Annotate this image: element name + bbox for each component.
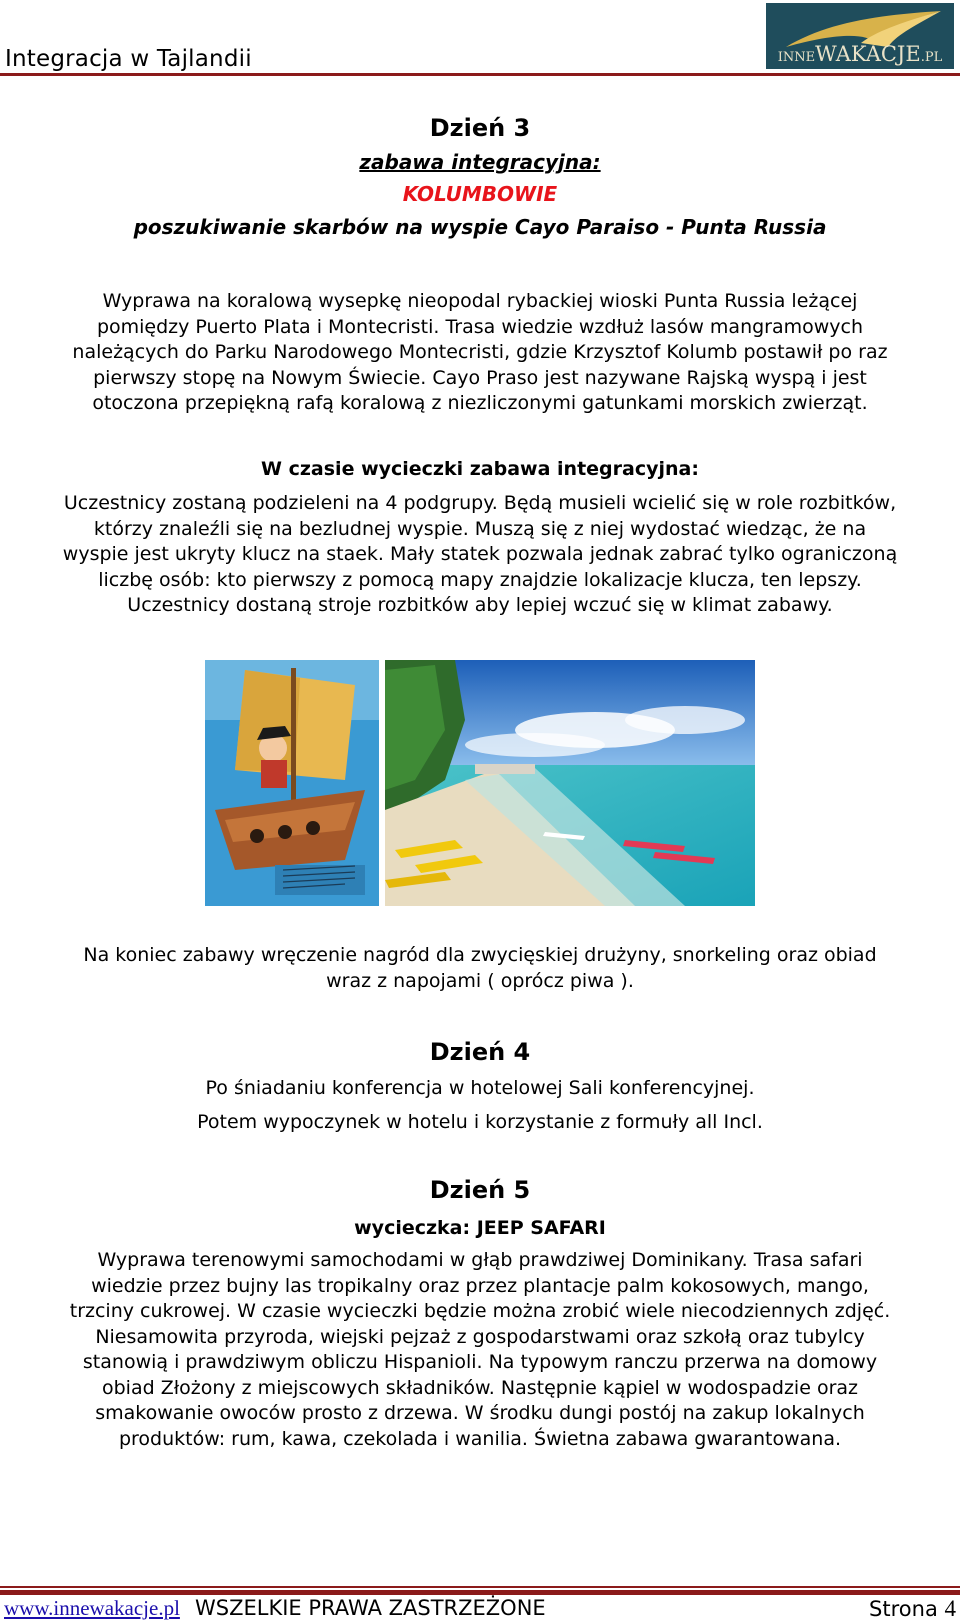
day3-closing <box>0 943 960 994</box>
pirate-ship-illustration <box>205 660 379 906</box>
day5-subtitle: wycieczka: JEEP SAFARI <box>354 1217 606 1239</box>
document-header-title: Integracja w Tajlandii <box>5 46 252 72</box>
paragraph-line: produktów: rum, kawa, czekolada i wanilia. Świetna zabawa gwarantowana. <box>118 1427 842 1450</box>
footer-divider-thin <box>0 1586 960 1588</box>
paragraph-line: wraz z napojami ( oprócz piwa ). <box>326 969 634 992</box>
paragraph-line: Uczestnicy dostaną stroje rozbitków aby lepiej wczuć się w klimat zabawy. <box>127 594 833 616</box>
header-divider <box>0 73 960 76</box>
footer-divider-thick <box>0 1590 960 1595</box>
logo-wordmark: INNEWAKACJE.PL <box>777 42 943 66</box>
paragraph-line: otoczona przepiękną rafą koralową z niezliczonymi gatunkami morskich zwierząt. <box>92 392 868 414</box>
page-number-value: 4 <box>944 1596 956 1621</box>
paragraph-line: wiedzie przez bujny las tropikalny oraz przez plantacje palm kokosowych, mango, <box>91 1274 869 1297</box>
day4-line-1: Po śniadaniu konferencja w hotelowej Sali konferencyjnej. <box>205 1077 755 1099</box>
paragraph-line: pierwszy stopę na Nowym Świecie. Cayo Praso jest nazywane Rajską wyspą i jest <box>93 366 867 389</box>
website-link[interactable]: www.innewakacje.pl <box>4 1596 180 1620</box>
day4-line-2: Potem wypoczynek w hotelu i korzystanie z formuły all Incl. <box>197 1111 763 1133</box>
paragraph-line: którzy znaleźli się na bezludnej wyspie. Muszą się z niej wydostać wiedząc, że na <box>93 517 867 540</box>
paragraph-line: liczbę osób: kto pierwszy z pomocą mapy znajdzie lokalizacje klucza, ten lepszy. <box>98 568 862 591</box>
paragraph-line: trzciny cukrowej. W czasie wycieczki będzie można zrobić wiele niecodziennych zdjęć. <box>69 1300 891 1322</box>
day5-description <box>0 1248 960 1452</box>
paragraph-line: Wyprawa na koralową wysepkę nieopodal rybackiej wioski Punta Russia leżącej <box>102 290 858 312</box>
day3-game-name: KOLUMBOWIE <box>402 182 558 206</box>
paragraph-line: należących do Parku Narodowego Montecristi, gdzie Krzysztof Kolumb postawił po raz <box>72 341 888 363</box>
day4-title: Dzień 4 <box>429 1038 531 1066</box>
paragraph-line: Wyprawa terenowymi samochodami w głąb prawdziwej Dominikany. Trasa safari <box>97 1249 863 1271</box>
paragraph-line: obiad Złożony z miejscowych składników. Następnie kąpiel w wodospadzie oraz <box>102 1376 858 1399</box>
day3-tagline: poszukiwanie skarbów na wyspie Cayo Paraiso - Punta Russia <box>133 215 827 239</box>
day3-subtitle: zabawa integracyjna: <box>359 150 601 174</box>
day3-title: Dzień 3 <box>429 114 531 142</box>
page-label: Strona <box>869 1597 938 1621</box>
paragraph-line: stanowią i prawdziwym obliczu Hispanioli. Na typowym ranczu przerwa na domowy <box>82 1351 878 1373</box>
paragraph-line: Na koniec zabawy wręczenie nagród dla zwycięskiej drużyny, snorkeling oraz obiad <box>83 944 877 966</box>
paragraph-line: Niesamowita przyroda, wiejski pejzaż z gospodarstwami oraz szkołą oraz tubylcy <box>95 1325 865 1348</box>
paragraph-line: Uczestnicy zostaną podzieleni na 4 podgrupy. Będą musieli wcielić się w role rozbitków, <box>63 492 897 514</box>
company-logo[interactable] <box>766 3 954 69</box>
copyright-notice: WSZELKIE PRAWA ZASTRZEŻONE <box>195 1596 546 1620</box>
day3-game-text <box>0 491 960 619</box>
day3-description <box>0 289 960 417</box>
paragraph-line: smakowanie owoców prosto z drzewa. W środku dungi postój na zakup lokalnych <box>95 1402 865 1424</box>
beach-photo <box>385 660 755 906</box>
page-number <box>869 1596 956 1622</box>
day5-title: Dzień 5 <box>429 1176 531 1204</box>
paragraph-line: pomiędzy Puerto Plata i Montecristi. Trasa wiedzie wzdłuż lasów mangramowych <box>96 315 864 338</box>
day3-game-heading: W czasie wycieczki zabawa integracyjna: <box>261 458 699 480</box>
paragraph-line: wyspie jest ukryty klucz na staek. Mały statek pozwala jednak zabrać tylko ograniczoną <box>62 543 898 565</box>
